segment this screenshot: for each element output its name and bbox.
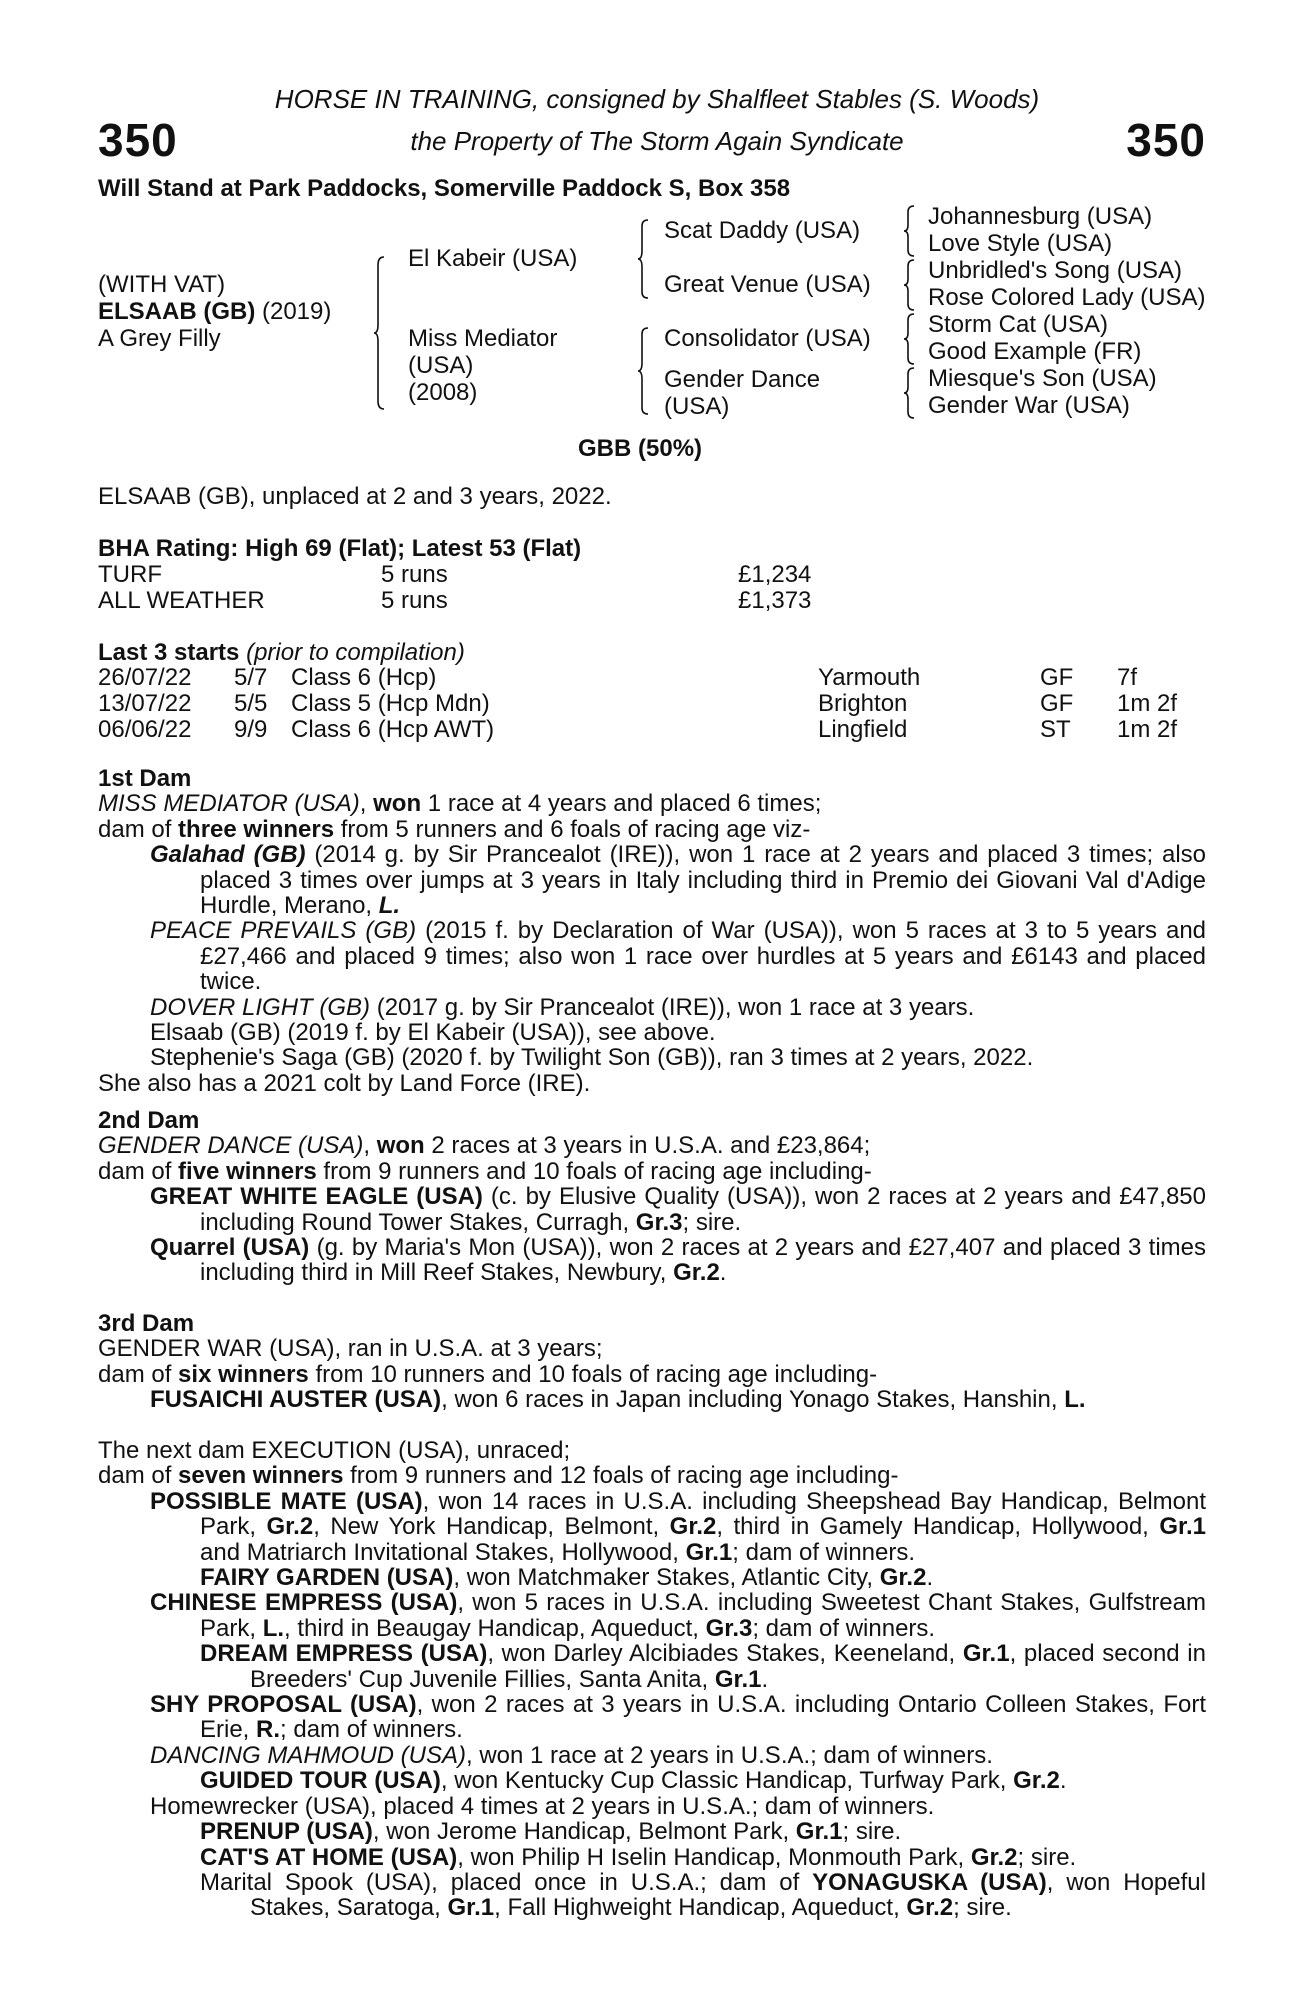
property-line: the Property of The Storm Again Syndicate xyxy=(410,126,904,156)
first-dam-line2: dam of three winners from 5 runners and 6 foals of racing age viz- xyxy=(98,815,811,843)
bracket-dd xyxy=(902,366,918,420)
produce-great-white-eagle: GREAT WHITE EAGLE (USA) (c. by Elusive Quality (USA)), won 2 races at 2 years and £47,850 including Round Tower Stakes, Curragh, Gr.3; sire. xyxy=(150,1183,1207,1236)
start-pos-0: 5/7 xyxy=(234,664,268,691)
sire-dam: Great Venue (USA) xyxy=(664,271,871,298)
gbb-percentage: GBB (50%) xyxy=(578,435,703,462)
produce-fairy-garden: FAIRY GARDEN (USA), won Matchmaker Stakes, Atlantic City, Gr.2. xyxy=(200,1564,934,1592)
produce-galahad: Galahad (GB) (2014 g. by Sir Prancealot (IRE)), won 1 race at 2 years and placed 3 times; also placed 3 times over jumps at 3 years in Italy including third in Premio dei Giovani Val d'Adige Hurdle, Merano, L. xyxy=(150,841,1206,920)
horse-year: (2019) xyxy=(255,298,332,325)
bracket-main xyxy=(372,255,388,411)
lot-number-left: 350 xyxy=(98,114,178,166)
bracket-ss xyxy=(902,204,918,258)
rating-runs-0: 5 runs xyxy=(381,561,448,588)
dss: Storm Cat (USA) xyxy=(928,311,1109,338)
second-dam-line2: dam of five winners from 9 runners and 10 foals of racing age including- xyxy=(98,1157,872,1185)
dam-line3: (2008) xyxy=(408,379,478,406)
second-dam-line1: GENDER DANCE (USA), won 2 races at 3 years in U.S.A. and £23,864; xyxy=(98,1132,871,1160)
produce-guided-tour: GUIDED TOUR (USA), won Kentucky Cup Classic Handicap, Turfway Park, Gr.2. xyxy=(200,1767,1067,1795)
produce-chinese-empress: CHINESE EMPRESS (USA), won 5 races in U.S.A. including Sweetest Chant Stakes, Gulfstream Park, L., third in Beaugay Handicap, Aqueduct, Gr.3; dam of winners. xyxy=(150,1589,1206,1642)
first-dam-section xyxy=(98,766,1206,1096)
dam-line1: Miss Mediator xyxy=(408,325,558,352)
produce-cats-at-home: CAT'S AT HOME (USA), won Philip H Iselin Handicap, Monmouth Park, Gr.2; sire. xyxy=(200,1843,1077,1871)
next-dam-line1: The next dam EXECUTION (USA), unraced; xyxy=(98,1437,571,1464)
produce-homewrecker: Homewrecker (USA), placed 4 times at 2 years in U.S.A.; dam of winners. xyxy=(150,1792,935,1820)
horse-name: ELSAAB (GB) xyxy=(98,298,256,325)
lot-number-right: 350 xyxy=(1126,114,1206,166)
start-date-2: 06/06/22 xyxy=(98,716,192,743)
produce-dancing-mahmoud: DANCING MAHMOUD (USA), won 1 race at 2 years in U.S.A.; dam of winners. xyxy=(150,1741,993,1769)
third-dam-heading: 3rd Dam xyxy=(98,1310,195,1337)
produce-dover-light: DOVER LIGHT (GB) (2017 g. by Sir Prancealot (IRE)), won 1 race at 3 years. xyxy=(150,993,975,1021)
dam-dam-line2: (USA) xyxy=(664,393,730,420)
produce-possible-mate: POSSIBLE MATE (USA), won 14 races in U.S.A. including Sheepshead Bay Handicap, Belmont Park, Gr.2, New York Handicap, Belmont, Gr.2, third in Gamely Handicap, Hollywood, Gr.1 and Matriarch Invitational Stakes, Hollywood, Gr.1; dam of winners. xyxy=(150,1487,1207,1566)
start-pos-1: 5/5 xyxy=(234,690,268,717)
consignor-line: HORSE IN TRAINING, consigned by Shalfleet Stables (S. Woods) xyxy=(274,84,1040,114)
next-dam-line2: dam of seven winners from 9 runners and 12 foals of racing age including- xyxy=(98,1462,899,1490)
dam-dam-line1: Gender Dance xyxy=(664,366,821,393)
bracket-dam xyxy=(636,326,652,416)
rating-prize-1: £1,373 xyxy=(738,587,812,614)
produce-peace-prevails: PEACE PREVAILS (GB) (2015 f. by Declaration of War (USA)), won 5 races at 3 to 5 years and £27,466 and placed 9 times; also won 1 race over hurdles at 5 years and £6143 and placed twice. xyxy=(150,917,1207,996)
vat-note: (WITH VAT) xyxy=(98,271,226,298)
sdd: Rose Colored Lady (USA) xyxy=(928,284,1206,311)
start-going-2: ST xyxy=(1040,716,1071,743)
ssd: Love Style (USA) xyxy=(928,230,1113,257)
first-dam-heading: 1st Dam xyxy=(98,765,192,792)
produce-marital-spook: Marital Spook (USA), placed once in U.S.A.; dam of YONAGUSKA (USA), won Hopeful Stakes, Saratoga, Gr.1, Fall Highweight Handicap, Aqueduct, Gr.2; sire. xyxy=(200,1868,1206,1922)
bracket-sd xyxy=(902,258,918,312)
start-course-2: Lingfield xyxy=(818,716,908,743)
last-starts-title: Last 3 starts xyxy=(98,639,240,666)
produce-stephenies-saga: Stephenie's Saga (GB) (2020 f. by Twilight Son (GB)), ran 3 times at 2 years, 2022. xyxy=(150,1044,1034,1072)
last-starts-note: (prior to compilation) xyxy=(239,639,465,666)
start-class-2: Class 6 (Hcp AWT) xyxy=(291,716,495,743)
produce-fusaichi-auster: FUSAICHI AUSTER (USA), won 6 races in Japan including Yonago Stakes, Hanshin, L. xyxy=(150,1386,1086,1414)
start-class-0: Class 6 (Hcp) xyxy=(291,664,437,691)
rating-surface-0: TURF xyxy=(98,561,162,588)
bracket-sire xyxy=(636,218,652,300)
horse-description: A Grey Filly xyxy=(98,325,221,352)
race-summary: ELSAAB (GB), unplaced at 2 and 3 years, 2022. xyxy=(98,483,612,510)
second-dam-heading: 2nd Dam xyxy=(98,1107,200,1134)
produce-prenup: PRENUP (USA), won Jerome Handicap, Belmont Park, Gr.1; sire. xyxy=(200,1818,902,1846)
produce-dream-empress: DREAM EMPRESS (USA), won Darley Alcibiades Stakes, Keeneland, Gr.1, placed second in Breeders' Cup Juvenile Fillies, Santa Anita, Gr.1. xyxy=(200,1640,1206,1693)
sss: Johannesburg (USA) xyxy=(928,203,1153,230)
rating-prize-0: £1,234 xyxy=(738,561,812,588)
bha-rating: BHA Rating: High 69 (Flat); Latest 53 (Flat) xyxy=(98,535,582,562)
dam-sire: Consolidator (USA) xyxy=(664,325,871,352)
rating-runs-1: 5 runs xyxy=(381,587,448,614)
start-going-0: GF xyxy=(1040,664,1074,691)
rating-surface-1: ALL WEATHER xyxy=(98,587,265,614)
produce-shy-proposal: SHY PROPOSAL (USA), won 2 races at 3 years in U.S.A. including Ontario Colleen Stakes, Fort Erie, R.; dam of winners. xyxy=(150,1691,1207,1744)
stabling-line: Will Stand at Park Paddocks, Somerville Paddock S, Box 358 xyxy=(98,175,791,202)
dsd: Good Example (FR) xyxy=(928,338,1142,365)
third-dam-line1: GENDER WAR (USA), ran in U.S.A. at 3 years; xyxy=(98,1335,603,1363)
second-dam-section xyxy=(98,1108,1206,1286)
produce-quarrel: Quarrel (USA) (g. by Maria's Mon (USA)), won 2 races at 2 years and £27,407 and placed 3 times including third in Mill Reef Stakes, Newbury, Gr.2. xyxy=(150,1234,1206,1287)
start-pos-2: 9/9 xyxy=(234,716,268,743)
start-course-0: Yarmouth xyxy=(818,664,921,691)
third-dam-line2: dam of six winners from 10 runners and 10 foals of racing age including- xyxy=(98,1360,878,1388)
dds: Miesque's Son (USA) xyxy=(928,365,1157,392)
start-date-1: 13/07/22 xyxy=(98,690,192,717)
start-dist-2: 1m 2f xyxy=(1117,716,1178,743)
start-date-0: 26/07/22 xyxy=(98,664,192,691)
dam-line2: (USA) xyxy=(408,352,474,379)
produce-colt: She also has a 2021 colt by Land Force (IRE). xyxy=(98,1069,591,1097)
horse-name-line xyxy=(98,299,331,325)
start-course-1: Brighton xyxy=(818,690,908,717)
bracket-ds xyxy=(902,312,918,366)
last-starts-heading xyxy=(98,640,465,666)
next-dam-section xyxy=(98,1438,1206,1921)
sds: Unbridled's Song (USA) xyxy=(928,257,1183,284)
start-dist-1: 1m 2f xyxy=(1117,690,1178,717)
third-dam-section xyxy=(98,1311,1206,1413)
first-dam-line1: MISS MEDIATOR (USA), won 1 race at 4 years and placed 6 times; xyxy=(98,790,822,818)
sire: El Kabeir (USA) xyxy=(408,245,578,272)
start-class-1: Class 5 (Hcp Mdn) xyxy=(291,690,490,717)
sire-sire: Scat Daddy (USA) xyxy=(664,217,861,244)
ddd: Gender War (USA) xyxy=(928,392,1130,419)
produce-elsaab: Elsaab (GB) (2019 f. by El Kabeir (USA)), see above. xyxy=(150,1019,716,1047)
start-going-1: GF xyxy=(1040,690,1074,717)
start-dist-0: 7f xyxy=(1117,664,1138,691)
